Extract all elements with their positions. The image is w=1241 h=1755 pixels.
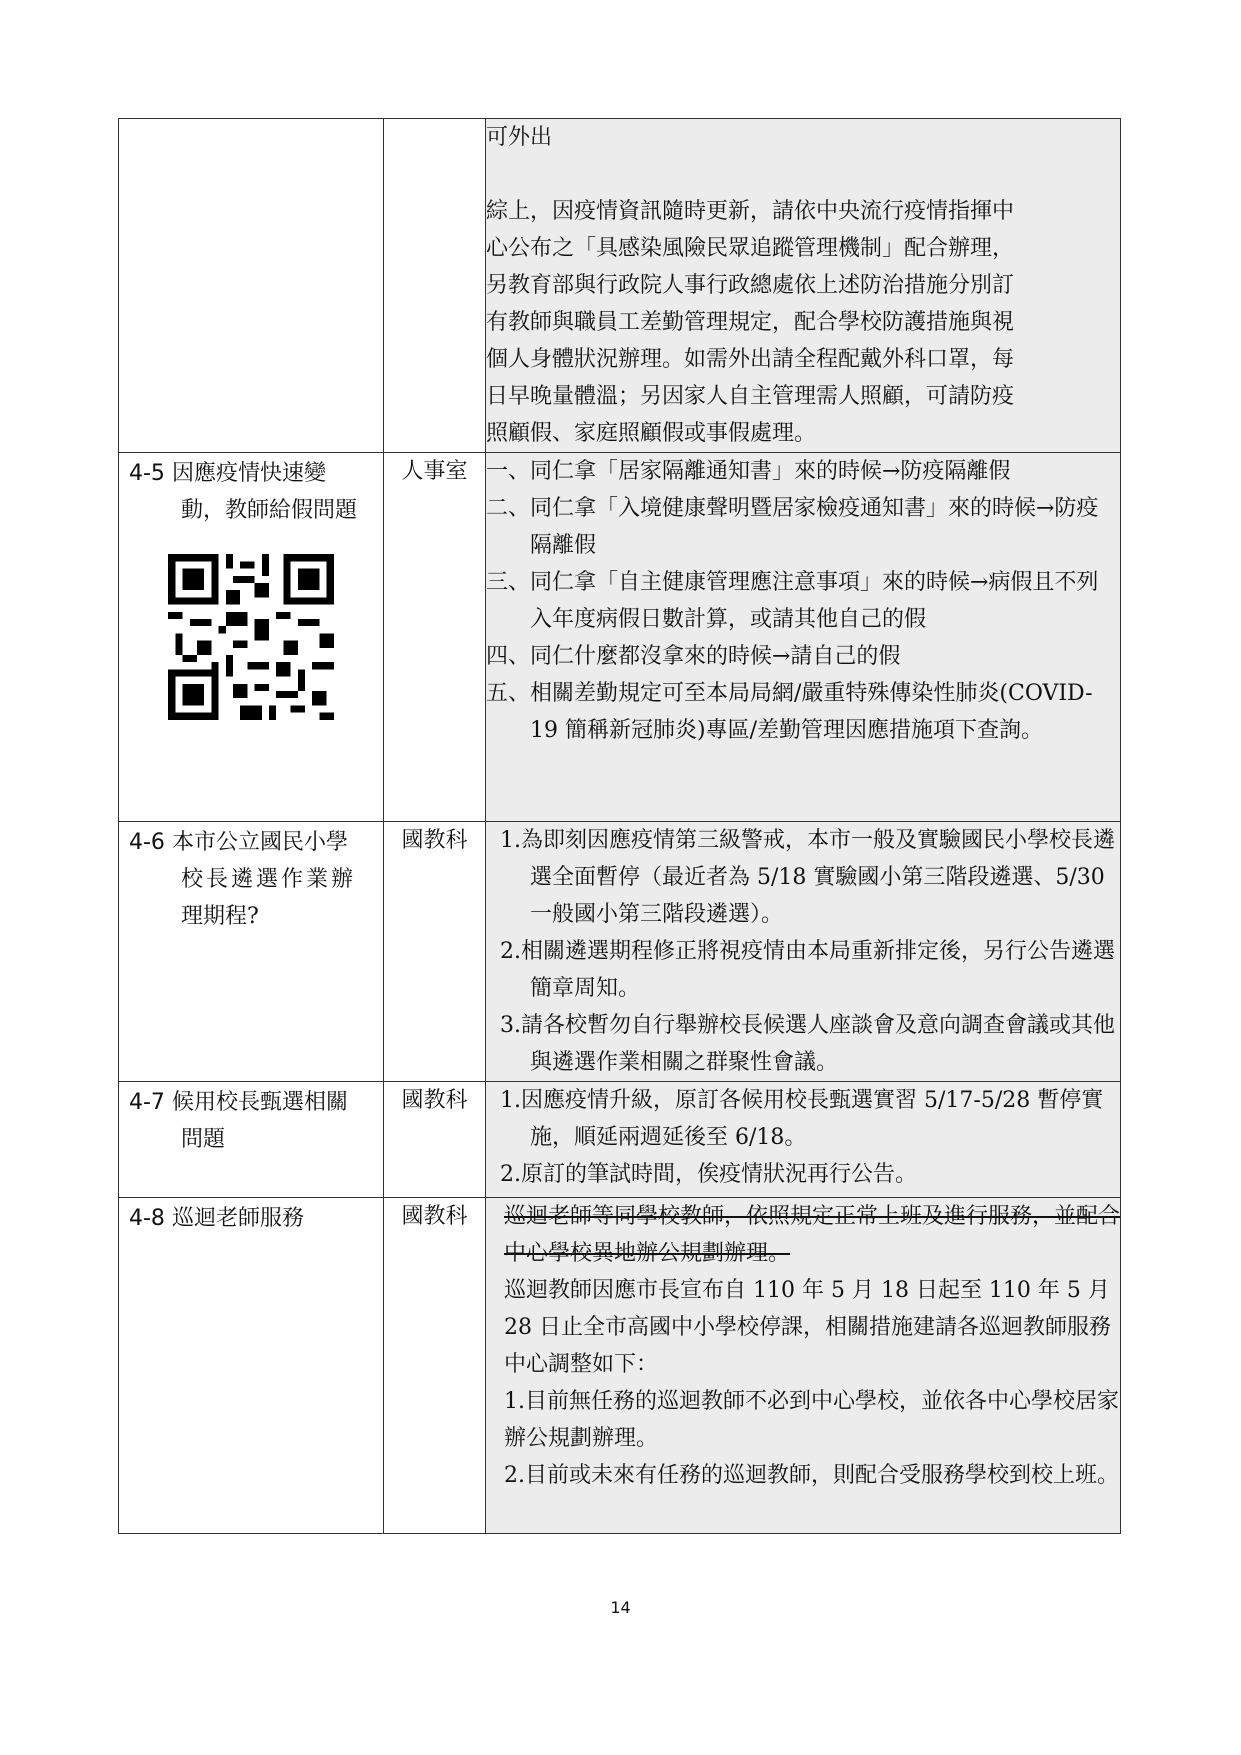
dept-cell: 國教科 <box>384 1082 486 1198</box>
answer-cell <box>486 453 1121 822</box>
item-cell <box>119 1198 384 1534</box>
table-row <box>119 822 1121 1082</box>
item-cell <box>119 119 384 453</box>
item-title-line: 因應疫情快速變 <box>171 461 326 486</box>
answer-item: 2.相關遴選期程修正將視疫情由本局重新排定後，另行公告遴選簡章周知。 <box>500 939 1115 1001</box>
answer-item: 四、同仁什麼都沒拿來的時候→請自己的假 <box>486 644 901 669</box>
item-title <box>119 1198 383 1237</box>
table-row <box>119 453 1121 822</box>
dept-cell <box>384 119 486 453</box>
item-title-line: 校長遴選作業辦 <box>181 867 357 892</box>
dept-cell: 國教科 <box>384 1198 486 1534</box>
answer-item: 二、同仁拿「入境健康聲明暨居家檢疫通知書」來的時候→防疫隔離假 <box>486 496 1099 558</box>
answer-line: 有教師與職員工差勤管理規定，配合學校防護措施與視 <box>486 310 1015 335</box>
item-title-line: 巡迴老師服務 <box>171 1206 304 1231</box>
answer-cell <box>486 822 1121 1082</box>
item-cell <box>119 822 384 1082</box>
item-title <box>119 453 383 529</box>
item-cell <box>119 1082 384 1198</box>
item-title <box>119 822 383 935</box>
struck-text: 巡迴老師等同學校教師，依照規定正常上班及進行服務，並配合中心學校異地辦公規劃辦理。 <box>504 1204 1121 1266</box>
answer-item: 五、相關差勤規定可至本局局網/嚴重特殊傳染性肺炎(COVID-19 簡稱新冠肺炎)專區/差勤管理因應措施項下查詢。 <box>486 681 1093 743</box>
answer-cell <box>486 1082 1121 1198</box>
answer-line: 心公布之「具感染風險民眾追蹤管理機制」配合辦理， <box>486 236 1015 261</box>
answer-line: 另教育部與行政院人事行政總處依上述防治措施分別訂 <box>486 273 1015 298</box>
item-title-line: 理期程? <box>181 904 259 929</box>
answer-intro: 巡迴教師因應市長宣布自 110 年 5 月 18 日起至 110 年 5 月 28 日止全市高國中小學校停課，相關措施建請各巡迴教師服務中心調整如下： <box>504 1278 1111 1377</box>
item-title-line: 候用校長甄選相關 <box>171 1090 348 1115</box>
answer-cell <box>486 119 1121 453</box>
answer-line: 可外出 <box>486 125 553 150</box>
item-number: 4-5 <box>129 461 165 486</box>
dept-cell: 國教科 <box>384 822 486 1082</box>
answer-item: 1.為即刻因應疫情第三級警戒，本市一般及實驗國民小學校長遴選全面暫停（最近者為 5/18 實驗國小第三階段遴選、5/30 一般國小第三階段遴選）。 <box>500 828 1115 927</box>
answer-line: 照顧假、家庭照顧假或事假處理。 <box>486 421 817 446</box>
item-cell <box>119 453 384 822</box>
item-number: 4-6 <box>129 830 165 855</box>
blank-line <box>486 156 1120 193</box>
table-row <box>119 119 1121 453</box>
answer-item: 三、同仁拿「自主健康管理應注意事項」來的時候→病假且不列入年度病假日數計算，或請其他自己的假 <box>486 570 1099 632</box>
answer-line: 綜上，因疫情資訊隨時更新，請依中央流行疫情指揮中 <box>486 199 1015 224</box>
table-row <box>119 1082 1121 1198</box>
answer-line: 日早晚量體溫；另因家人自主管理需人照顧，可請防疫 <box>486 384 1015 409</box>
table-row <box>119 1198 1121 1534</box>
item-number: 4-7 <box>129 1090 165 1115</box>
item-title-line: 問題 <box>181 1127 226 1152</box>
answer-cell <box>486 1198 1121 1534</box>
answer-item: 3.請各校暫勿自行舉辦校長候選人座談會及意向調查會議或其他與遴選作業相關之群聚性會議。 <box>500 1013 1115 1075</box>
answer-line: 個人身體狀況辦理。如需外出請全程配戴外科口罩，每 <box>486 347 1015 372</box>
item-number: 4-8 <box>129 1206 165 1231</box>
answer-item: 1.因應疫情升級，原訂各候用校長甄選實習 5/17-5/28 暫停實施，順延兩週延後至 6/18。 <box>500 1088 1104 1150</box>
answer-item: 1.目前無任務的巡迴教師不必到中心學校，並依各中心學校居家辦公規劃辦理。 <box>504 1389 1119 1451</box>
answer-item: 2.原訂的筆試時間，俟疫情狀況再行公告。 <box>500 1162 917 1187</box>
answer-item: 2.目前或未來有任務的巡迴教師，則配合受服務學校到校上班。 <box>504 1463 1119 1488</box>
item-title-line: 本市公立國民小學 <box>171 830 348 855</box>
dept-cell: 人事室 <box>384 453 486 822</box>
qr-code-icon[interactable] <box>161 547 341 727</box>
faq-table <box>118 118 1121 1534</box>
item-title-line: 動，教師給假問題 <box>181 498 358 523</box>
answer-item: 一、同仁拿「居家隔離通知書」來的時候→防疫隔離假 <box>486 459 1011 484</box>
item-title <box>119 1082 383 1158</box>
page-number: 14 <box>610 1598 631 1617</box>
